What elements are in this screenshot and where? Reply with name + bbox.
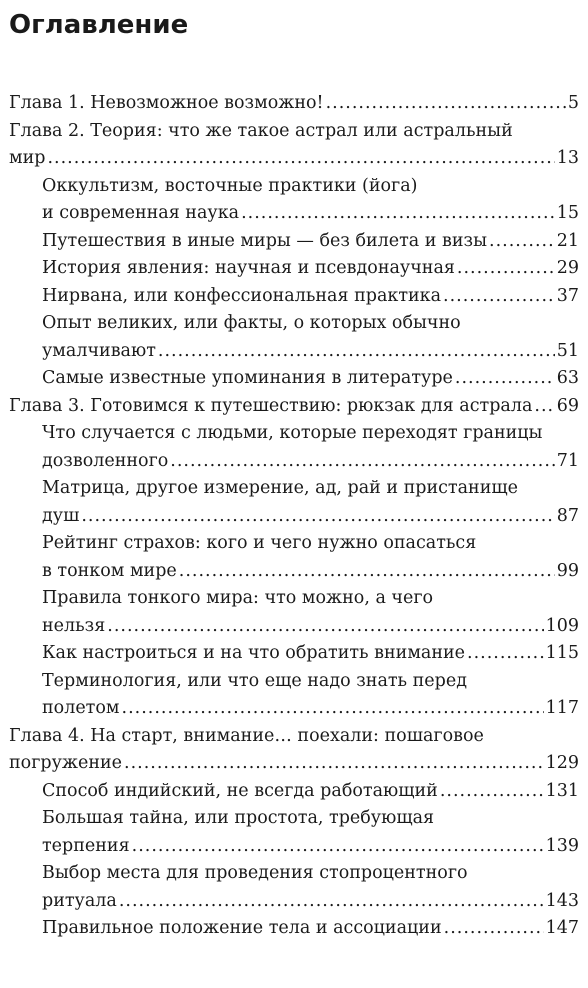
toc-entry-last-line <box>42 915 579 943</box>
toc-page-number: 147 <box>545 918 579 938</box>
toc-entry-title-line: Что случается с людьми, которые переходят границы <box>42 423 543 443</box>
toc-section <box>42 530 579 585</box>
toc-entry-last-line <box>42 888 579 916</box>
toc-entry-title-line: Терминология, или что еще надо знать перед <box>42 670 467 691</box>
toc-section <box>42 640 579 668</box>
toc-entry-title-line: мир <box>9 148 46 168</box>
toc-entry-title-line: нельзя <box>42 615 106 636</box>
toc-page-number: 37 <box>556 285 579 306</box>
toc-entry-title-line: Опыт великих, или факты, о которых обычно <box>42 313 461 333</box>
toc-entry-title-line: Как настроиться и на что обратить внимание <box>42 643 466 663</box>
dot-leader <box>122 695 544 723</box>
toc-chapter <box>9 723 579 778</box>
toc-section <box>42 778 579 806</box>
toc-section <box>42 915 579 943</box>
toc-page-number: 63 <box>556 368 579 388</box>
toc-section <box>42 860 579 915</box>
toc-entry-last-line <box>42 695 579 723</box>
toc-page-number: 129 <box>545 753 579 773</box>
toc-entry-title-line: Рейтинг страхов: кого и чего нужно опасаться <box>42 533 477 553</box>
toc-page-number: 69 <box>556 395 579 416</box>
dot-leader <box>132 833 544 861</box>
toc-chapter <box>9 90 579 118</box>
toc-entry-last-line <box>42 833 579 861</box>
toc-section <box>42 283 579 311</box>
toc-entry-last-line <box>42 200 579 228</box>
toc-entry-title-line: Путешествия в иные миры — без билета и визы <box>42 230 488 251</box>
dot-leader <box>179 558 555 586</box>
toc-section <box>42 365 579 393</box>
toc-entry-last-line <box>42 365 579 393</box>
toc-entry-title-line: Оккультизм, восточные практики (йога) <box>42 175 418 196</box>
toc-entry-last-line <box>42 448 579 476</box>
toc-page-number: 99 <box>556 560 579 581</box>
toc-entry-title-line: Глава 3. Готовимся к путешествию: рюкзак для астрала <box>9 395 533 416</box>
toc-entry-title-line: умалчивают <box>42 340 156 361</box>
dot-leader <box>455 365 555 393</box>
dot-leader <box>47 145 554 173</box>
toc-chapter <box>9 118 579 173</box>
toc-section <box>42 255 579 283</box>
toc-page-number: 115 <box>545 643 579 663</box>
toc-section <box>42 668 579 723</box>
toc-chapter <box>9 393 579 421</box>
dot-leader <box>119 888 544 916</box>
dot-leader <box>107 613 543 641</box>
toc-entry-title-line: и современная наука <box>42 203 240 223</box>
toc-entry-title-line: Матрица, другое измерение, ад, рай и пристанище <box>42 478 518 498</box>
toc-entry-title-line: ритуала <box>42 890 117 911</box>
toc-page-number: 117 <box>545 698 579 718</box>
toc-section <box>42 805 579 860</box>
dot-leader <box>444 915 544 943</box>
toc-page-number: 131 <box>545 780 579 801</box>
toc-entry-last-line <box>42 503 579 531</box>
page-title: Оглавление <box>9 10 189 40</box>
toc-entry-title-line: в тонком мире <box>42 560 177 581</box>
toc-entry-last-line <box>9 393 579 421</box>
dot-leader <box>158 338 555 366</box>
toc-entry-last-line <box>42 558 579 586</box>
toc-entry-last-line <box>42 255 579 283</box>
toc-entry-last-line <box>42 283 579 311</box>
dot-leader <box>241 200 555 228</box>
toc-entry-title-line: Глава 4. На старт, внимание… поехали: пошаговое <box>9 725 484 746</box>
toc-entry-title-line: терпения <box>42 835 130 856</box>
toc-section <box>42 228 579 256</box>
toc-page-number: 71 <box>556 450 579 471</box>
toc-entry-title-line: Самые известные упоминания в литературе <box>42 368 453 388</box>
toc-entry-title-line: История явления: научная и псевдонаучная <box>42 258 455 278</box>
toc-page-number: 51 <box>556 340 579 361</box>
dot-leader <box>440 778 544 806</box>
toc-entry-last-line <box>42 778 579 806</box>
toc-page-number: 143 <box>545 890 579 911</box>
toc-entry-last-line <box>9 750 579 778</box>
toc-entry-title-line: душ <box>42 505 80 526</box>
dot-leader <box>489 228 555 256</box>
toc-section <box>42 420 579 475</box>
toc-entry-last-line <box>42 640 579 668</box>
toc-entry-title-line: погружение <box>9 753 123 773</box>
dot-leader <box>81 503 554 531</box>
toc-page-number: 139 <box>545 835 579 856</box>
toc-entry-last-line <box>9 90 579 118</box>
toc-entry-title-line: Глава 2. Теория: что же такое астрал или астральный <box>9 120 513 141</box>
dot-leader <box>170 448 554 476</box>
dot-leader <box>467 640 544 668</box>
toc-page-number: 15 <box>556 203 579 223</box>
toc-section <box>42 585 579 640</box>
toc-entry-title-line: Большая тайна, или простота, требующая <box>42 808 435 828</box>
toc-page-number: 21 <box>556 230 579 251</box>
toc-entry-title-line: Нирвана, или конфессиональная практика <box>42 285 442 306</box>
toc-entry-title-line: Правила тонкого мира: что можно, а чего <box>42 588 434 608</box>
toc-entry-last-line <box>9 145 579 173</box>
toc-page-number: 5 <box>567 93 579 113</box>
dot-leader <box>124 750 544 778</box>
toc-entry-title-line: Способ индийский, не всегда работающий <box>42 780 438 801</box>
toc-entry-title-line: полетом <box>42 698 120 718</box>
toc-section <box>42 310 579 365</box>
toc-page-number: 13 <box>556 148 579 168</box>
toc-entry-title-line: Глава 1. Невозможное возможно! <box>9 93 324 113</box>
toc-entry-last-line <box>42 338 579 366</box>
toc-page-number: 109 <box>545 615 579 636</box>
dot-leader <box>443 283 555 311</box>
dot-leader <box>326 90 566 118</box>
dot-leader <box>534 393 554 421</box>
toc-section <box>42 173 579 228</box>
toc-entry-title-line: дозволенного <box>42 450 169 471</box>
toc-page-number: 29 <box>556 258 579 278</box>
toc-page-number: 87 <box>556 505 579 526</box>
toc-section <box>42 475 579 530</box>
toc-entry-title-line: Выбор места для проведения стопроцентного <box>42 863 468 883</box>
dot-leader <box>457 255 555 283</box>
toc-entry-title-line: Правильное положение тела и ассоциации <box>42 918 442 938</box>
toc-entry-last-line <box>42 228 579 256</box>
table-of-contents <box>0 90 588 943</box>
toc-entry-last-line <box>42 613 579 641</box>
